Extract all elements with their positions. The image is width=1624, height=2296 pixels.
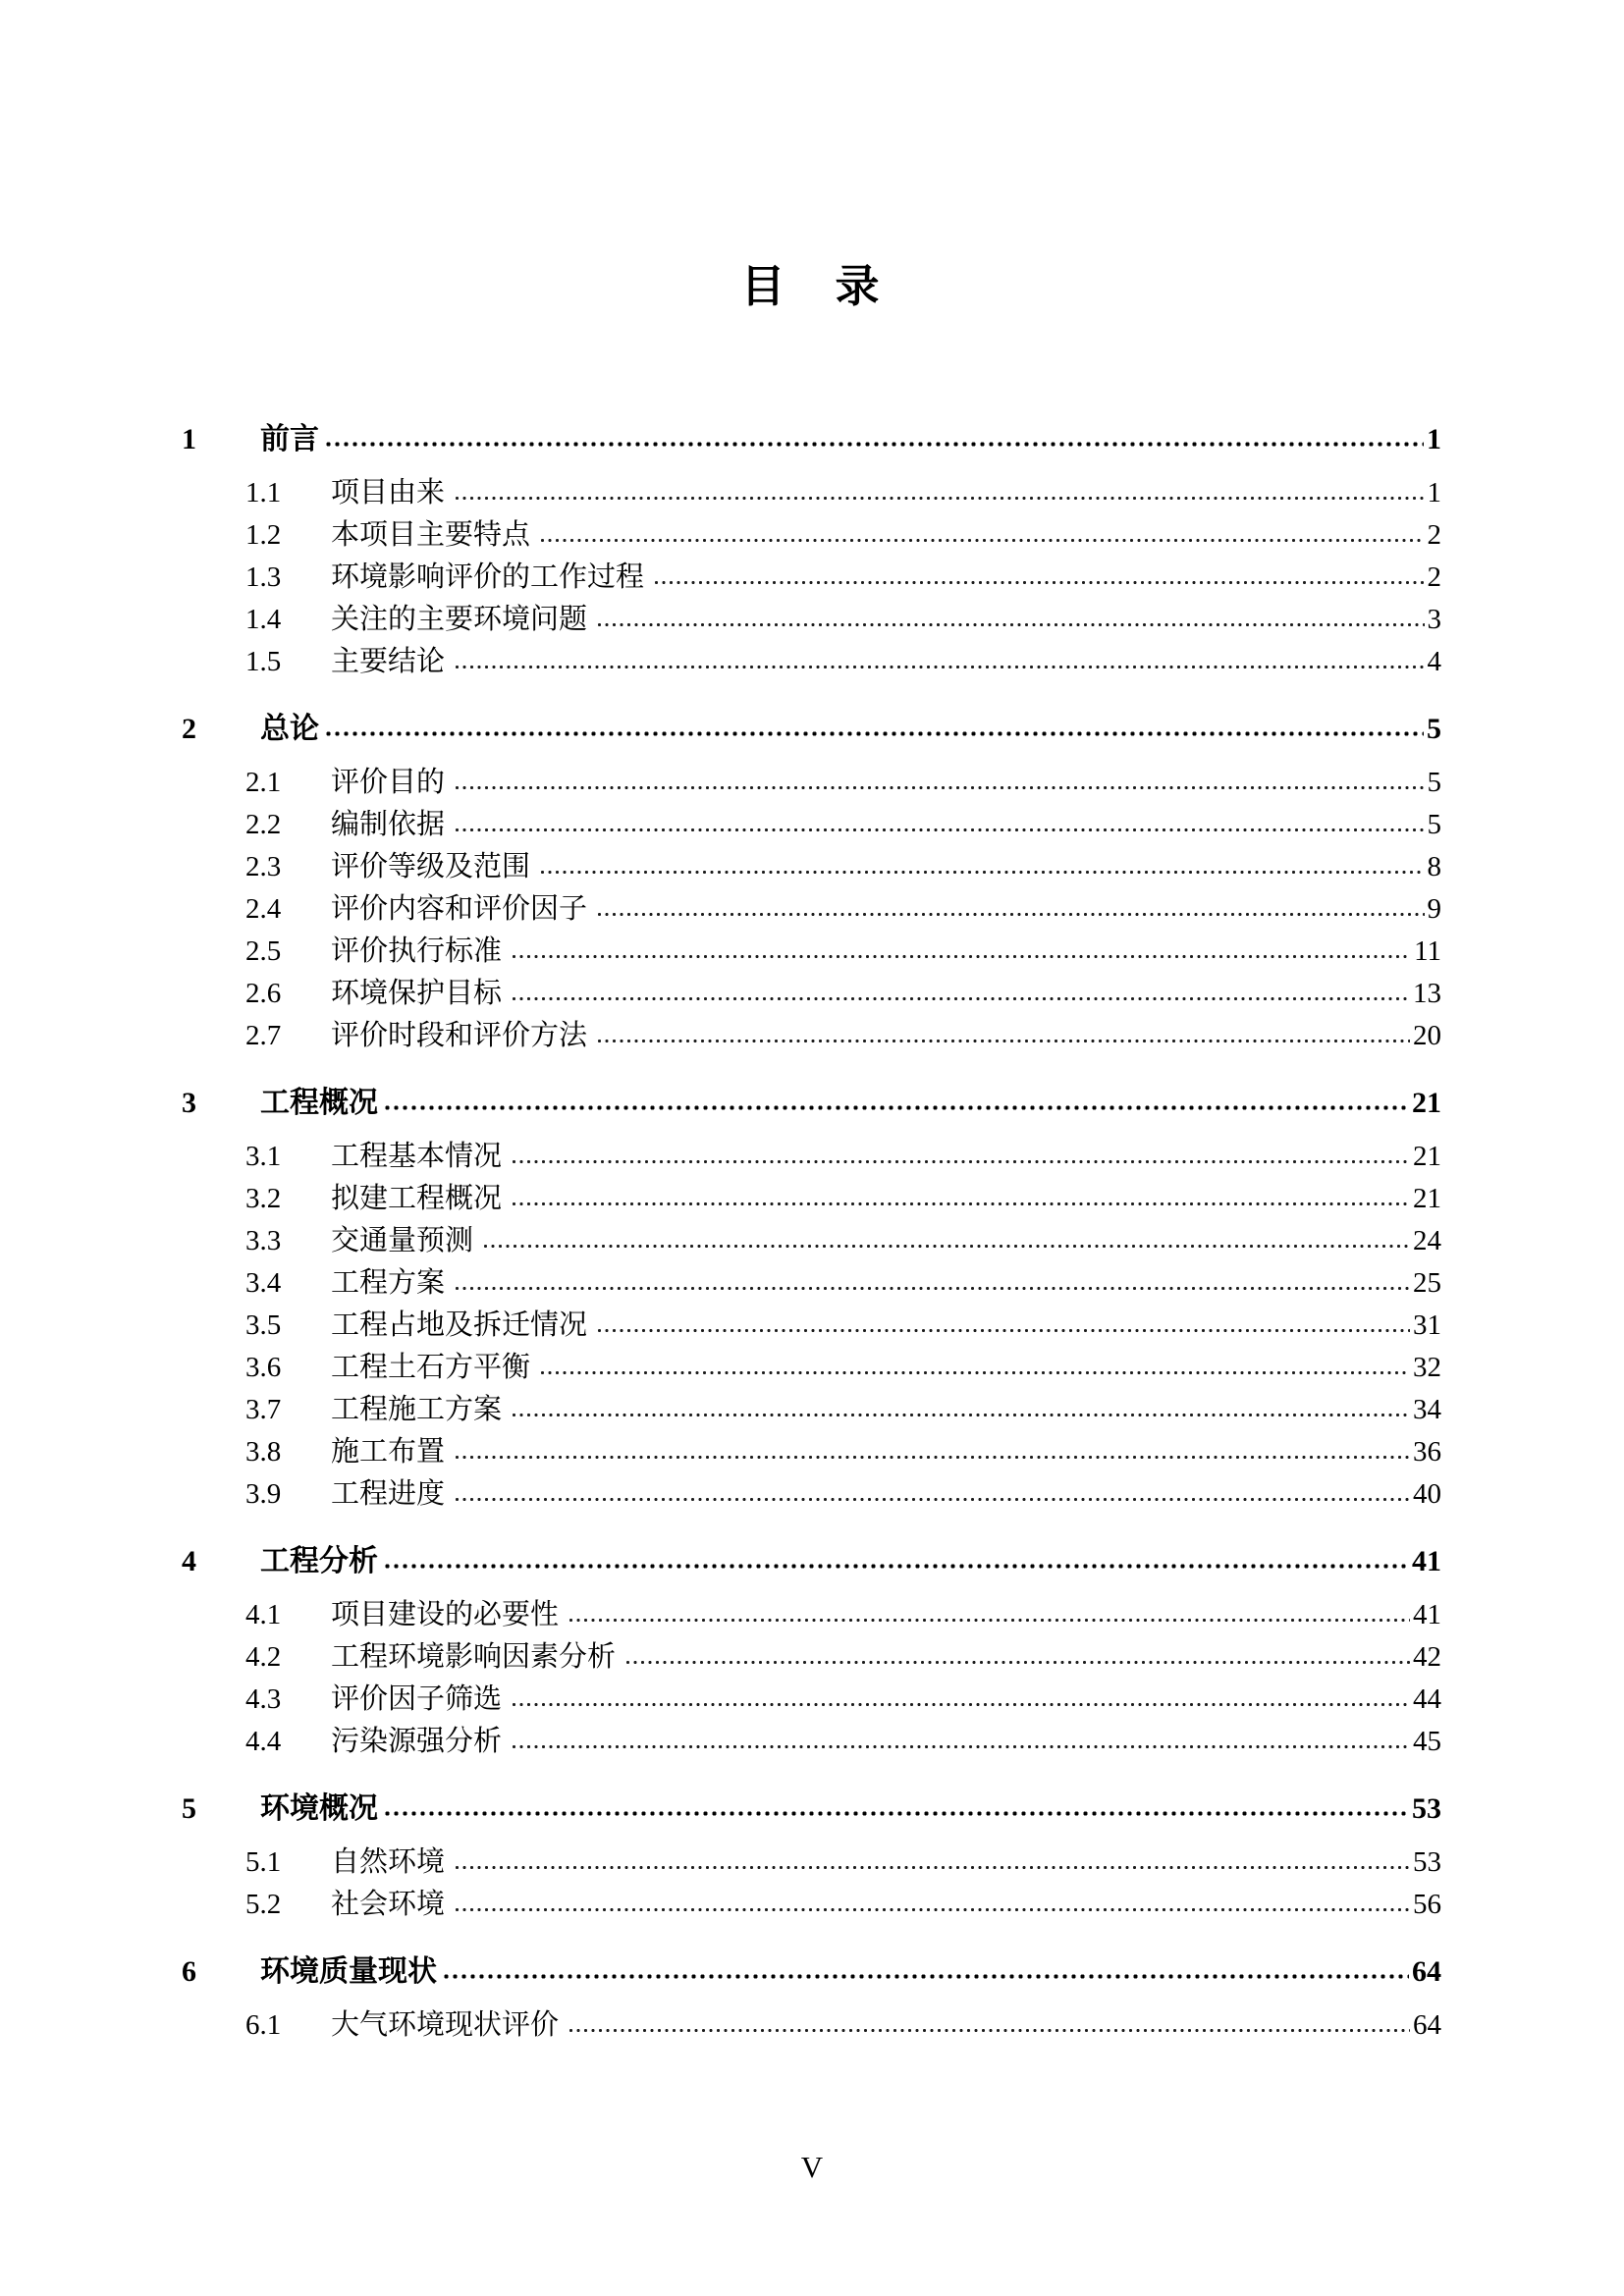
dot-leader	[596, 1327, 1410, 1334]
toc-entry-2.4	[182, 888, 1441, 931]
toc-entry-number: 4.4	[245, 1726, 282, 1757]
toc-list	[182, 418, 1441, 2047]
dot-leader	[324, 440, 1424, 449]
toc-entry-page-number: 20	[1413, 1020, 1441, 1051]
toc-entry-page-number: 44	[1413, 1683, 1441, 1715]
footer-page-number: V	[800, 2150, 824, 2184]
toc-entry-title: 总论	[260, 713, 319, 745]
toc-entry-number: 3.3	[245, 1225, 282, 1256]
toc-entry-4.4	[182, 1721, 1441, 1763]
toc-entry-page-number: 56	[1413, 1889, 1441, 1920]
toc-entry-1.4	[182, 599, 1441, 641]
dot-leader	[454, 495, 1424, 502]
toc-entry-number: 5	[182, 1792, 196, 1825]
toc-entry-3.5	[182, 1305, 1441, 1347]
toc-entry-title: 工程土石方平衡	[331, 1352, 531, 1383]
page-title: 目 录	[740, 262, 883, 311]
toc-entry-page-number: 11	[1414, 935, 1441, 967]
toc-entry-3.2	[182, 1178, 1441, 1220]
toc-entry-page-number: 2	[1427, 519, 1441, 551]
toc-entry-number: 4	[182, 1545, 196, 1577]
toc-entry-number: 6.1	[245, 2009, 282, 2041]
dot-leader	[511, 1412, 1410, 1418]
toc-entry-page-number: 21	[1413, 1141, 1441, 1172]
toc-entry-page-number: 9	[1427, 893, 1441, 925]
toc-entry-title: 评价内容和评价因子	[331, 893, 588, 925]
toc-entry-4.3	[182, 1679, 1441, 1721]
toc-entry-page-number: 31	[1413, 1309, 1441, 1341]
toc-entry-number: 4.2	[245, 1641, 282, 1673]
toc-entry-4	[182, 1540, 1441, 1582]
toc-entry-title: 污染源强分析	[331, 1726, 503, 1757]
toc-entry-title: 评价时段和评价方法	[331, 1020, 588, 1051]
dot-leader	[624, 1659, 1410, 1666]
toc-entry-6.1	[182, 2004, 1441, 2047]
toc-entry-1.2	[182, 514, 1441, 557]
toc-entry-page-number: 34	[1413, 1394, 1441, 1425]
dot-leader	[383, 1103, 1409, 1112]
dot-leader	[539, 537, 1424, 544]
toc-entry-title: 评价因子筛选	[331, 1683, 503, 1715]
toc-entry-title: 项目由来	[331, 477, 446, 508]
dot-leader	[383, 1809, 1409, 1818]
toc-entry-title: 工程分析	[260, 1545, 378, 1577]
toc-entry-2.5	[182, 931, 1441, 973]
toc-entry-title: 环境质量现状	[260, 1955, 437, 1988]
dot-leader	[511, 1158, 1410, 1165]
dot-leader	[596, 621, 1424, 628]
toc-entry-number: 4.3	[245, 1683, 282, 1715]
toc-entry-title: 工程环境影响因素分析	[331, 1641, 617, 1673]
toc-entry-page-number: 21	[1413, 1183, 1441, 1214]
dot-leader	[454, 1864, 1410, 1871]
toc-entry-number: 6	[182, 1955, 196, 1988]
toc-entry-number: 1.5	[245, 646, 282, 677]
dot-leader	[511, 1701, 1410, 1708]
toc-entry-5.2	[182, 1884, 1441, 1926]
toc-entry-page-number: 45	[1413, 1726, 1441, 1757]
dot-leader	[454, 827, 1424, 833]
dot-leader	[568, 2027, 1410, 2034]
toc-entry-1.1	[182, 472, 1441, 514]
toc-entry-3.7	[182, 1389, 1441, 1431]
toc-entry-1.5	[182, 641, 1441, 683]
toc-entry-3.4	[182, 1262, 1441, 1305]
dot-leader	[442, 1972, 1409, 1981]
toc-entry-title: 环境概况	[260, 1792, 378, 1825]
toc-entry-number: 3.4	[245, 1267, 282, 1299]
toc-entry-2.7	[182, 1015, 1441, 1057]
toc-entry-6	[182, 1950, 1441, 1993]
toc-entry-number: 3.6	[245, 1352, 282, 1383]
toc-entry-page-number: 41	[1413, 1599, 1441, 1630]
dot-leader	[596, 1038, 1410, 1044]
toc-entry-number: 1.1	[245, 477, 282, 508]
toc-entry-2.3	[182, 846, 1441, 888]
toc-entry-4.2	[182, 1636, 1441, 1679]
toc-entry-page-number: 40	[1413, 1478, 1441, 1510]
toc-entry-number: 2.3	[245, 851, 282, 882]
toc-entry-title: 主要结论	[331, 646, 446, 677]
toc-entry-number: 1.3	[245, 561, 282, 593]
toc-entry-page-number: 1	[1427, 477, 1441, 508]
toc-entry-4.1	[182, 1594, 1441, 1636]
dot-leader	[454, 1454, 1410, 1461]
toc-entry-page-number: 4	[1427, 646, 1441, 677]
toc-entry-number: 3.5	[245, 1309, 282, 1341]
dot-leader	[653, 579, 1424, 586]
dot-leader	[454, 784, 1424, 791]
toc-entry-title: 前言	[260, 423, 319, 455]
toc-entry-number: 4.1	[245, 1599, 282, 1630]
toc-entry-title: 大气环境现状评价	[331, 2009, 560, 2041]
toc-entry-number: 5.2	[245, 1889, 282, 1920]
toc-entry-number: 2	[182, 713, 196, 745]
toc-entry-3.8	[182, 1431, 1441, 1473]
toc-entry-5	[182, 1788, 1441, 1830]
toc-entry-title: 拟建工程概况	[331, 1183, 503, 1214]
toc-entry-page-number: 53	[1413, 1846, 1441, 1878]
toc-entry-title: 评价目的	[331, 767, 446, 798]
toc-entry-title: 评价执行标准	[331, 935, 503, 967]
toc-entry-number: 2.5	[245, 935, 282, 967]
toc-entry-title: 工程方案	[331, 1267, 446, 1299]
toc-entry-3.6	[182, 1347, 1441, 1389]
toc-entry-number: 5.1	[245, 1846, 282, 1878]
dot-leader	[511, 1743, 1410, 1750]
dot-leader	[324, 729, 1424, 738]
dot-leader	[482, 1243, 1410, 1250]
toc-entry-page-number: 5	[1427, 809, 1441, 840]
toc-entry-number: 3.1	[245, 1141, 282, 1172]
toc-entry-page-number: 32	[1413, 1352, 1441, 1383]
dot-leader	[596, 911, 1424, 918]
toc-entry-title: 编制依据	[331, 809, 446, 840]
toc-entry-title: 自然环境	[331, 1846, 446, 1878]
toc-entry-5.1	[182, 1842, 1441, 1884]
toc-entry-number: 2.2	[245, 809, 282, 840]
toc-entry-page-number: 5	[1427, 767, 1441, 798]
toc-entry-page-number: 21	[1412, 1087, 1441, 1119]
dot-leader	[568, 1617, 1410, 1624]
toc-entry-page-number: 3	[1427, 604, 1441, 635]
toc-entry-title: 施工布置	[331, 1436, 446, 1468]
dot-leader	[539, 869, 1424, 876]
toc-entry-number: 2.7	[245, 1020, 282, 1051]
toc-entry-page-number: 1	[1427, 423, 1441, 455]
toc-entry-2.2	[182, 804, 1441, 846]
toc-entry-page-number: 41	[1412, 1545, 1441, 1577]
toc-entry-page-number: 64	[1412, 1955, 1441, 1988]
toc-entry-number: 3.2	[245, 1183, 282, 1214]
toc-entry-number: 3	[182, 1087, 196, 1119]
toc-entry-title: 评价等级及范围	[331, 851, 531, 882]
toc-entry-1.3	[182, 557, 1441, 599]
toc-entry-title: 工程进度	[331, 1478, 446, 1510]
toc-entry-title: 项目建设的必要性	[331, 1599, 560, 1630]
toc-entry-number: 1.4	[245, 604, 282, 635]
dot-leader	[454, 1906, 1410, 1913]
toc-entry-title: 关注的主要环境问题	[331, 604, 588, 635]
dot-leader	[383, 1562, 1409, 1571]
toc-entry-page-number: 13	[1413, 978, 1441, 1009]
toc-entry-2	[182, 708, 1441, 750]
toc-entry-page-number: 5	[1427, 713, 1441, 745]
toc-entry-3	[182, 1082, 1441, 1124]
toc-entry-title: 环境影响评价的工作过程	[331, 561, 645, 593]
toc-entry-number: 2.1	[245, 767, 282, 798]
toc-entry-title: 社会环境	[331, 1889, 446, 1920]
toc-entry-title: 交通量预测	[331, 1225, 474, 1256]
toc-entry-3.3	[182, 1220, 1441, 1262]
toc-entry-number: 3.9	[245, 1478, 282, 1510]
toc-entry-number: 1	[182, 423, 196, 455]
toc-entry-3.1	[182, 1136, 1441, 1178]
toc-entry-page-number: 8	[1427, 851, 1441, 882]
dot-leader	[511, 995, 1410, 1002]
toc-entry-number: 3.7	[245, 1394, 282, 1425]
dot-leader	[539, 1369, 1410, 1376]
toc-entry-title: 工程概况	[260, 1087, 378, 1119]
toc-entry-page-number: 24	[1413, 1225, 1441, 1256]
dot-leader	[511, 1201, 1410, 1207]
toc-entry-title: 工程基本情况	[331, 1141, 503, 1172]
toc-entry-number: 1.2	[245, 519, 282, 551]
toc-entry-2.6	[182, 973, 1441, 1015]
toc-entry-number: 3.8	[245, 1436, 282, 1468]
dot-leader	[454, 1285, 1410, 1292]
toc-entry-title: 本项目主要特点	[331, 519, 531, 551]
toc-entry-title: 环境保护目标	[331, 978, 503, 1009]
toc-entry-2.1	[182, 762, 1441, 804]
toc-entry-title: 工程施工方案	[331, 1394, 503, 1425]
dot-leader	[511, 953, 1411, 960]
toc-entry-page-number: 2	[1427, 561, 1441, 593]
toc-entry-page-number: 25	[1413, 1267, 1441, 1299]
dot-leader	[454, 1496, 1410, 1503]
toc-entry-3.9	[182, 1473, 1441, 1516]
toc-entry-page-number: 53	[1412, 1792, 1441, 1825]
dot-leader	[454, 664, 1424, 670]
toc-entry-number: 2.6	[245, 978, 282, 1009]
toc-entry-title: 工程占地及拆迁情况	[331, 1309, 588, 1341]
toc-entry-page-number: 36	[1413, 1436, 1441, 1468]
toc-entry-page-number: 42	[1413, 1641, 1441, 1673]
toc-entry-1	[182, 418, 1441, 460]
toc-entry-number: 2.4	[245, 893, 282, 925]
toc-entry-page-number: 64	[1413, 2009, 1441, 2041]
